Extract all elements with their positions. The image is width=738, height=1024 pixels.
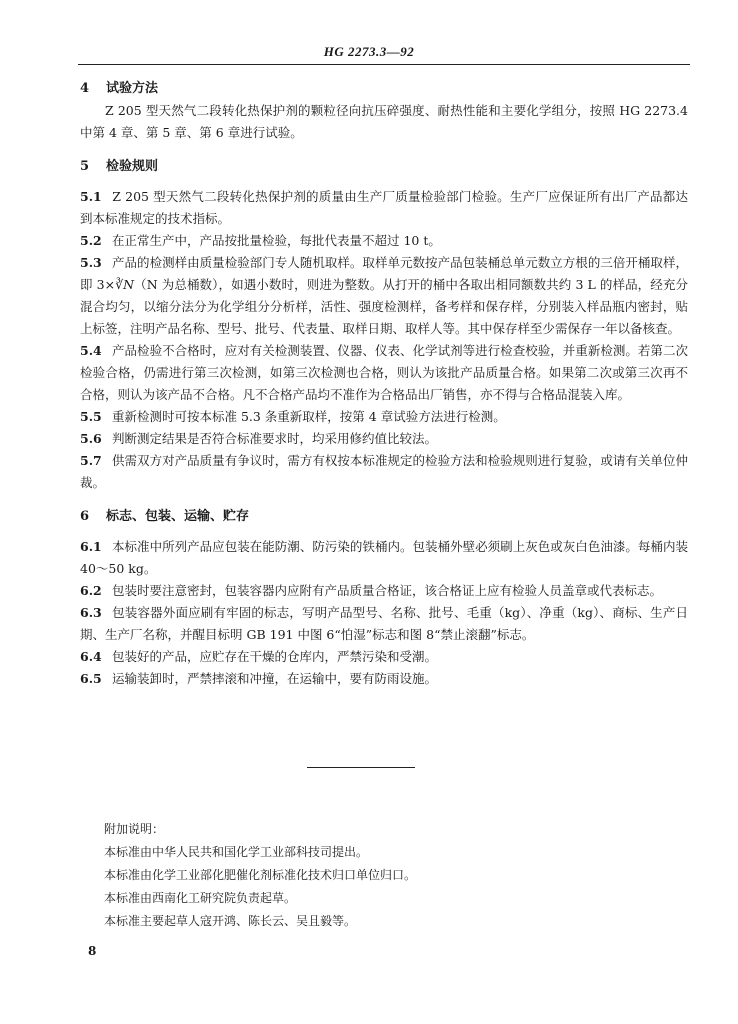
clause-6-4: 6.4 包装好的产品，应贮存在干燥的仓库内，严禁污染和受潮。: [80, 649, 437, 664]
end-separator-rule: [307, 767, 415, 768]
standard-code-header: HG 2273.3—92: [323, 44, 415, 59]
notes-line-3: 本标准由西南化工研究院负责起草。: [104, 891, 297, 905]
notes-line-2: 本标准由化学工业部化肥催化剂标准化技术归口单位归口。: [104, 868, 417, 882]
clause-6-1: 6.1 本标准中所列产品应包装在能防潮、防污染的铁桶内。包装桶外壁必须刷上灰色或灰白色油漆。每桶内装 40～50 kg。: [80, 539, 688, 576]
clause-5-2: 5.2 在正常生产中，产品按批量检验，每批代表量不超过 10 t。: [80, 233, 441, 248]
section-4-body: Z 205 型天然气二段转化热保护剂的颗粒径向抗压碎强度、耐热性能和主要化学组分，按照 HG 2273.4 中第 4 章、第 5 章、第 6 章进行试验。: [80, 103, 688, 140]
section-6-heading: [80, 506, 688, 528]
header-rule: [78, 64, 690, 65]
section-4-heading: [80, 78, 688, 100]
notes-line-4: 本标准主要起草人寇开鸿、陈长云、吴且毅等。: [104, 914, 357, 928]
clause-5-5: 5.5 重新检测时可按本标准 5.3 条重新取样，按第 4 章试验方法进行检测。: [80, 409, 506, 424]
main-content: [80, 78, 688, 690]
page-number: 8: [88, 944, 97, 958]
section-5-title: 检验规则: [106, 159, 159, 174]
clause-6-2: 6.2 包装时要注意密封，包装容器内应附有产品质量合格证，该合格证上应有检验人员盖章或代表标志。: [80, 583, 662, 598]
notes-title: 附加说明：: [104, 822, 165, 836]
clause-5-7: 5.7 供需双方对产品质量有争议时，需方有权按本标准规定的检验方法和检验规则进行复验，或请有关单位仲裁。: [80, 453, 688, 490]
clause-6-3: 6.3 包装容器外面应刷有牢固的标志，写明产品型号、名称、批号、毛重（kg）、净重（kg）、商标、生产日期、生产厂名称，并醒目标明 GB 191 中图 6“怕湿”标志和图 8“禁止滚翻”标志。: [80, 605, 688, 642]
section-4-title: 试验方法: [106, 81, 159, 96]
cube-root-formula: ∛N: [115, 277, 135, 292]
clause-5-3: 5.3 产品的检测样由质量检验部门专人随机取样。取样单元数按产品包装桶总单元数立方根的三倍开桶取样，即 3×∛N（N 为总桶数），如遇小数时，则进为整数。从打开的桶中各取出相同额数共约 3 L 的样品，经充分混合均匀，以缩分法分为化学组分分析样，活性、强度检测样，备考样和保存样，分别装入样品瓶内密封，贴上标签，注明产品名称、型号、批号、代表量、取样日期、取样人等。其中保存样至少需保存一年以备核查。: [80, 255, 688, 336]
section-6-number: 6: [80, 509, 90, 524]
section-4-number: 4: [80, 81, 90, 96]
section-5-heading: [80, 156, 688, 178]
clause-5-6: 5.6 判断测定结果是否符合标准要求时，均采用修约值比较法。: [80, 431, 437, 446]
notes-line-1: 本标准由中华人民共和国化学工业部科技司提出。: [104, 845, 369, 859]
section-6-title: 标志、包装、运输、贮存: [106, 509, 250, 524]
section-5-number: 5: [80, 159, 90, 174]
clause-6-5: 6.5 运输装卸时，严禁摔滚和冲撞，在运输中，要有防雨设施。: [80, 671, 437, 686]
additional-notes: [104, 818, 664, 933]
clause-5-4: 5.4 产品检验不合格时，应对有关检测装置、仪器、仪表、化学试剂等进行检查校验，并重新检测。若第二次检验合格，仍需进行第三次检测，如第三次检测也合格，则认为该批产品质量合格。如果第二次或第三次再不合格，则认为该产品不合格。凡不合格产品均不准作为合格品出厂销售，亦不得与合格品混装入库。: [80, 343, 688, 402]
clause-5-1: 5.1 Z 205 型天然气二段转化热保护剂的质量由生产厂质量检验部门检验。生产厂应保证所有出厂产品都达到本标准规定的技术指标。: [80, 189, 688, 226]
